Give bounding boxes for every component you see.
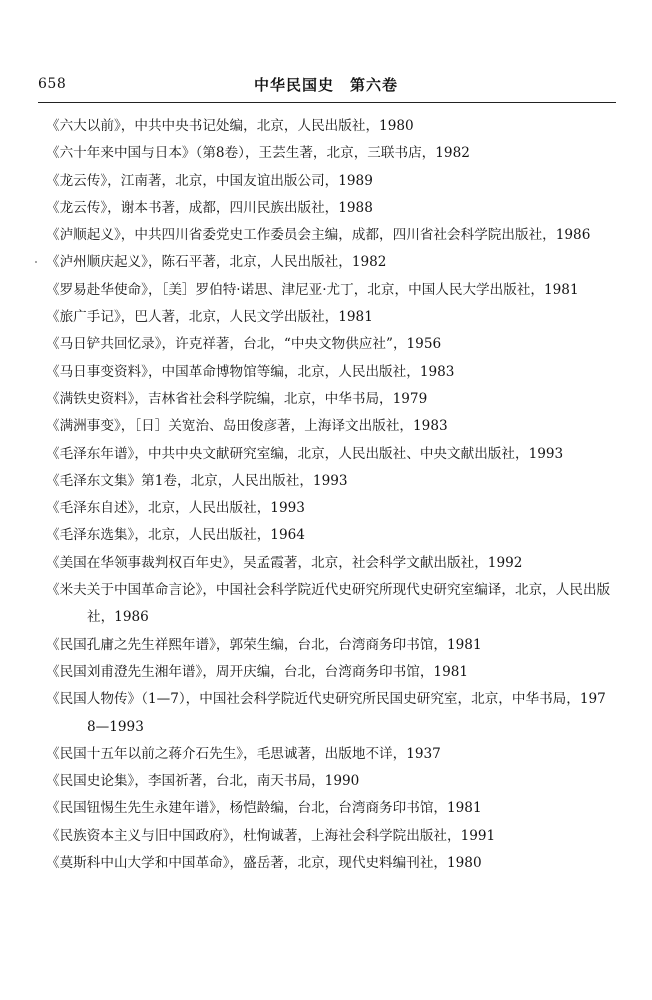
reference-entry: 《龙云传》，江南著，北京，中国友谊出版公司，1989 <box>46 172 373 189</box>
reference-entry: 《罗易赴华使命》，［美］罗伯特·诺思、津尼亚·尤丁，北京，中国人民大学出版社，1981 <box>46 281 579 298</box>
header-rule <box>38 102 616 103</box>
reference-entry: 《龙云传》，谢本书著，成都，四川民族出版社，1988 <box>46 199 373 216</box>
reference-entry: 《米夫关于中国革命言论》，中国社会科学院近代史研究所现代史研究室编译，北京，人民出版社，1986 <box>46 582 611 626</box>
reference-entry: 《六十年来中国与日本》（第8卷），王芸生著，北京，三联书店，1982 <box>46 145 470 162</box>
reference-entry: 《泸州顺庆起义》，陈石平著，北京，人民出版社，1982 <box>46 254 387 271</box>
reference-entry: 《民国钮惕生先生永建年谱》，杨恺龄编，台北，台湾商务印书馆，1981 <box>46 800 482 817</box>
running-title: 中华民国史 第六卷 <box>253 76 398 94</box>
reference-entry: 《民族资本主义与旧中国政府》，杜恂诚著，上海社会科学院出版社，1991 <box>46 827 496 844</box>
reference-entry: 《六大以前》，中共中央书记处编，北京，人民出版社，1980 <box>46 118 414 134</box>
reference-entry: 《马日铲共回忆录》，许克祥著，台北，“中央文物供应社”，1956 <box>46 336 442 353</box>
reference-list <box>46 113 612 877</box>
reference-entry: 《美国在华领事裁判权百年史》，吴孟霞著，北京，社会科学文献出版社，1992 <box>46 554 523 571</box>
page-header <box>38 74 614 98</box>
reference-entry: 《民国史论集》，李国祈著，台北，南天书局，1990 <box>46 773 360 790</box>
reference-entry: 《马日事变资料》，中国革命博物馆等编，北京，人民出版社，1983 <box>46 363 455 380</box>
reference-entry: 《毛泽东自述》，北京，人民出版社，1993 <box>46 500 305 517</box>
reference-entry: 《民国人物传》（1—7），中国社会科学院近代史研究所民国史研究室，北京，中华书局，1978—1993 <box>46 691 606 735</box>
reference-entry: 《毛泽东文集》第1卷，北京，人民出版社，1993 <box>46 472 348 489</box>
reference-entry: 《满洲事变》，［日］关宽治、岛田俊彦著，上海译文出版社，1983 <box>46 418 448 435</box>
reference-entry: 《满铁史资料》，吉林省社会科学院编，北京，中华书局，1979 <box>46 390 428 407</box>
reference-entry: 《毛泽东年谱》，中共中央文献研究室编，北京，人民出版社、中央文献出版社，1993 <box>46 445 564 462</box>
reference-entry: 《民国十五年以前之蒋介石先生》，毛思诚著，出版地不详，1937 <box>46 745 441 762</box>
reference-entry: 《泸顺起义》，中共四川省委党史工作委员会主编，成都，四川省社会科学院出版社，1986 <box>46 227 591 244</box>
reference-entry: 《民国孔庸之先生祥熙年谱》，郭荣生编，台北，台湾商务印书馆，1981 <box>46 636 482 653</box>
reference-entry: 《旅广手记》，巴人著，北京，人民文学出版社，1981 <box>46 309 373 326</box>
reference-entry: 《毛泽东选集》，北京，人民出版社，1964 <box>46 527 305 544</box>
reference-entry: 《莫斯科中山大学和中国革命》，盛岳著，北京，现代史料编刊社，1980 <box>46 855 482 872</box>
page-number: 658 <box>38 76 67 92</box>
scan-speck <box>35 261 37 263</box>
reference-entry: 《民国刘甫澄先生湘年谱》，周开庆编，台北，台湾商务印书馆，1981 <box>46 663 469 680</box>
